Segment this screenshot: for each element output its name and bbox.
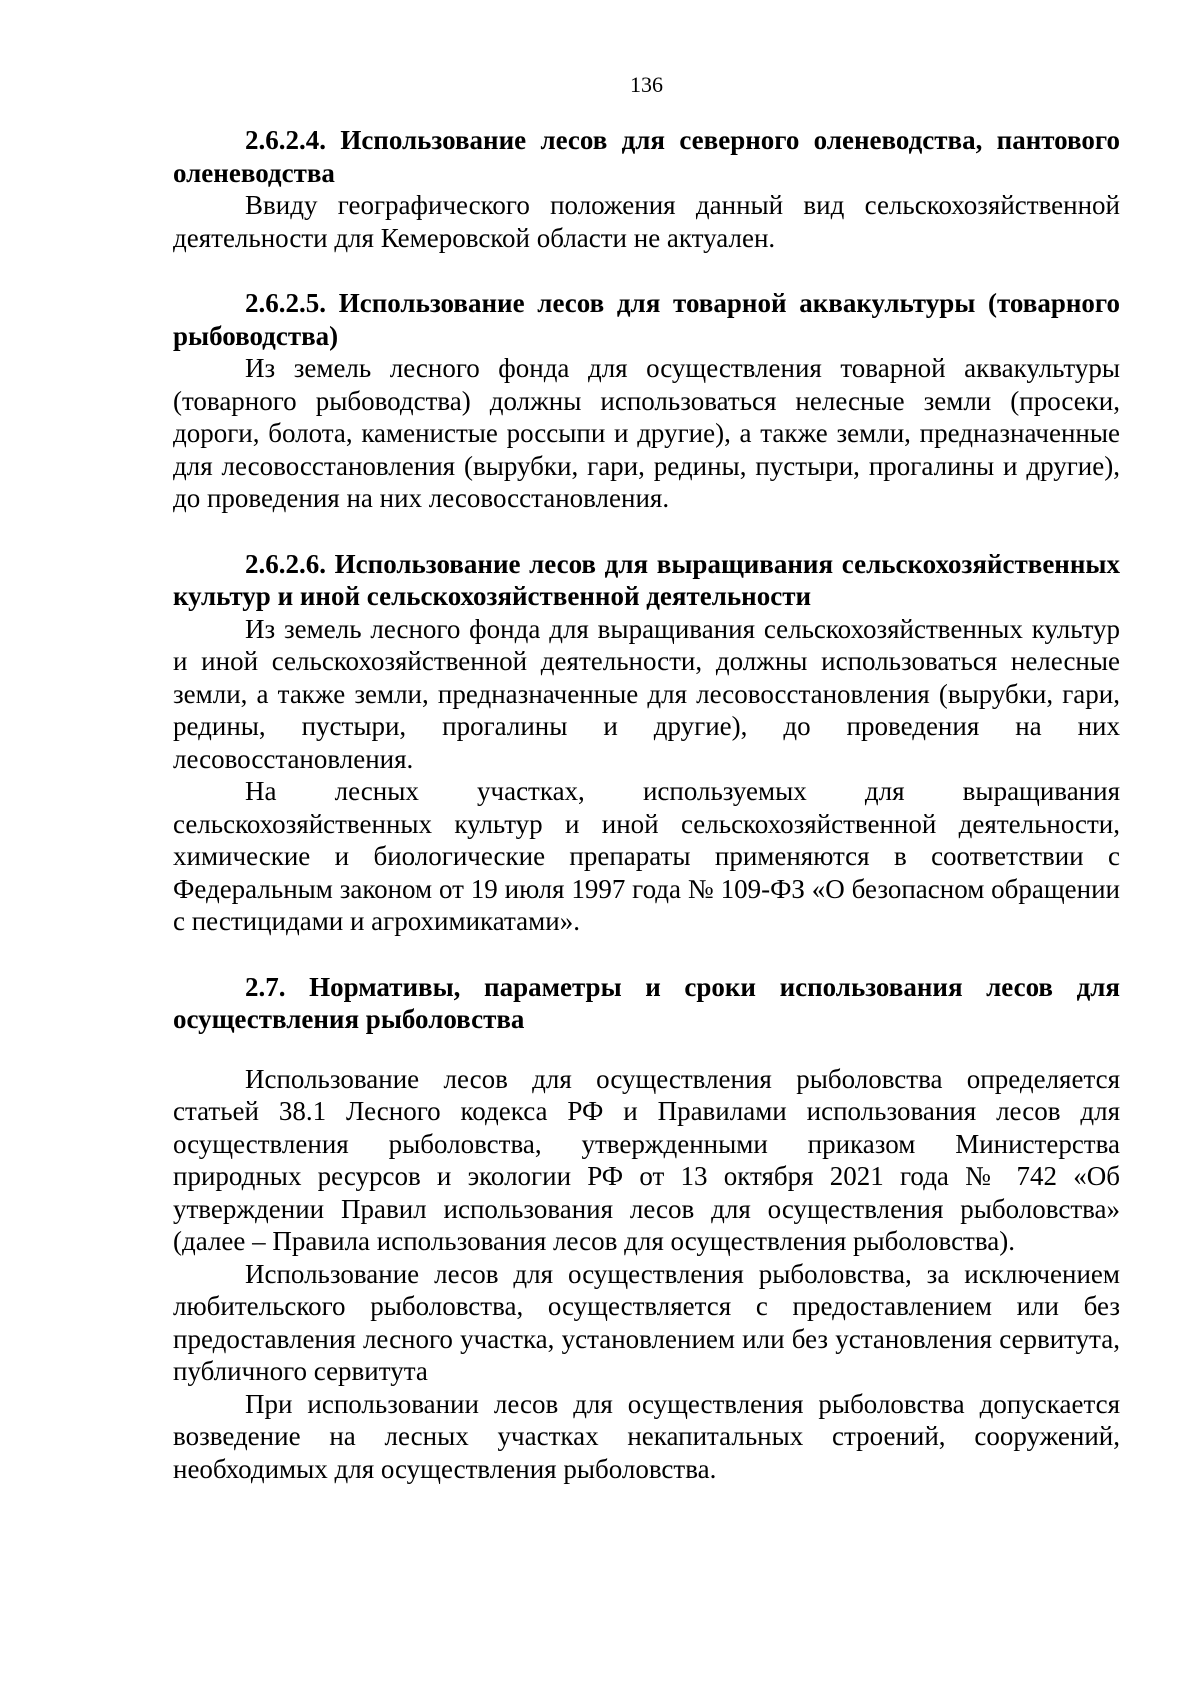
section-gap [173,938,1120,971]
section-gap [173,515,1120,548]
paragraph: На лесных участках, используемых для выращивания сельскохозяйственных культур и иной сельскохозяйственной деятельности, химические и биологические препараты применяются в соответствии с Федеральным законом от 19 июля 1997 года № 109-ФЗ «О безопасном обращении с пестицидами и агрохимикатами». [173,776,1120,936]
paragraph: Из земель лесного фонда для осуществления товарной аквакультуры (товарного рыбоводства) должны использоваться нелесные земли (просеки, дороги, болота, каменистые россыпи и другие), а также земли, предназначенные для лесовосстановления (вырубки, гари, редины, пустыри, прогалины и другие), до проведения на них лесовосстановления. [173,353,1120,513]
paragraph: Использование лесов для осуществления рыболовства, за исключением любительского рыболовства, осуществляется с предоставлением или без предоставления лесного участка, установлением или без установления сервитута, публичного сервитута [173,1258,1120,1386]
paragraph: При использовании лесов для осуществления рыболовства допускается возведение на лесных участках некапитальных строений, сооружений, необходимых для осуществления рыболовства. [173,1388,1120,1484]
paragraph: Использование лесов для осуществления рыболовства определяется статьей 38.1 Лесного кодекса РФ и Правилами использования лесов для осуществления рыболовства, утвержденными приказом Министерства природных ресурсов и экологии РФ от 13 октября 2021 года № 742 «Об утверждении Правил использования лесов для осуществления рыболовства» (далее – Правила использования лесов для осуществления рыболовства). [173,1063,1120,1256]
heading-2-6-2-5: 2.6.2.5. Использование лесов для товарной аквакультуры (товарного рыбоводства) [173,288,1120,351]
heading-2-7: 2.7. Нормативы, параметры и сроки использования лесов для осуществления рыболовства [173,971,1120,1034]
page-number: 136 [630,72,663,97]
heading-2-6-2-6: 2.6.2.6. Использование лесов для выращивания сельскохозяйственных культур и иной сельскохозяйственной деятельности [173,548,1120,611]
paragraph: Ввиду географического положения данный вид сельскохозяйственной деятельности для Кемеровской области не актуален. [173,190,1120,253]
paragraph: Из земель лесного фонда для выращивания сельскохозяйственных культур и иной сельскохозяйственной деятельности, должны использоваться нелесные земли, а также земли, предназначенные для лесовосстановления (вырубки, гари, редины, пустыри, прогалины и другие), до проведения на них лесовосстановления. [173,613,1120,774]
section-gap [173,1036,1120,1063]
heading-2-6-2-4: 2.6.2.4. Использование лесов для северного оленеводства, пантового оленеводства [173,125,1120,188]
page-content [173,124,1120,1485]
section-gap [173,254,1120,287]
